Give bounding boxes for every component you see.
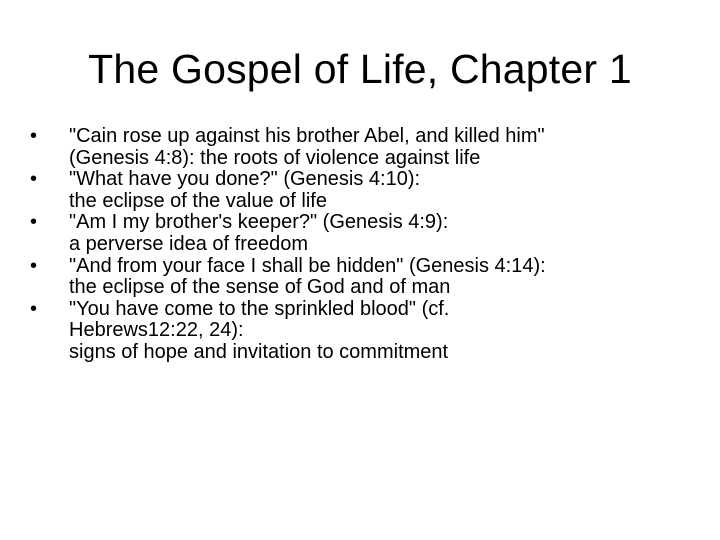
bullet-line: Hebrews12:22, 24): bbox=[69, 319, 244, 342]
bullet-line: the eclipse of the value of life bbox=[69, 189, 327, 212]
bullet-dot-icon: • bbox=[30, 125, 38, 147]
bullet-dot-icon: • bbox=[30, 168, 38, 191]
bullet-item bbox=[30, 126, 690, 169]
slide-title: The Gospel of Life, Chapter 1 bbox=[88, 46, 632, 92]
bullet-line: "What have you done?" (Genesis 4:10): bbox=[69, 168, 421, 191]
bullet-line: "You have come to the sprinkled blood" (cf. bbox=[69, 297, 450, 320]
bullet-line: "Cain rose up against his brother Abel, and killed him" bbox=[69, 125, 545, 147]
bullet-line: signs of hope and invitation to commitment bbox=[69, 340, 449, 363]
bullet-item bbox=[30, 169, 690, 212]
bullet-line: "And from your face I shall be hidden" (Genesis 4:14): bbox=[69, 254, 546, 277]
bullet-line: "Am I my brother's keeper?" (Genesis 4:9): bbox=[69, 211, 449, 234]
bullet-dot-icon: • bbox=[30, 297, 38, 320]
bullet-item bbox=[30, 299, 690, 364]
bullet-list bbox=[30, 126, 690, 364]
bullet-line: the eclipse of the sense of God and of man bbox=[69, 276, 451, 299]
bullet-line: a perverse idea of freedom bbox=[69, 232, 309, 255]
bullet-dot-icon: • bbox=[30, 254, 38, 277]
bullet-line: (Genesis 4:8): the roots of violence against life bbox=[69, 146, 481, 169]
bullet-item bbox=[30, 256, 690, 299]
bullet-item bbox=[30, 212, 690, 255]
bullet-dot-icon: • bbox=[30, 211, 38, 234]
